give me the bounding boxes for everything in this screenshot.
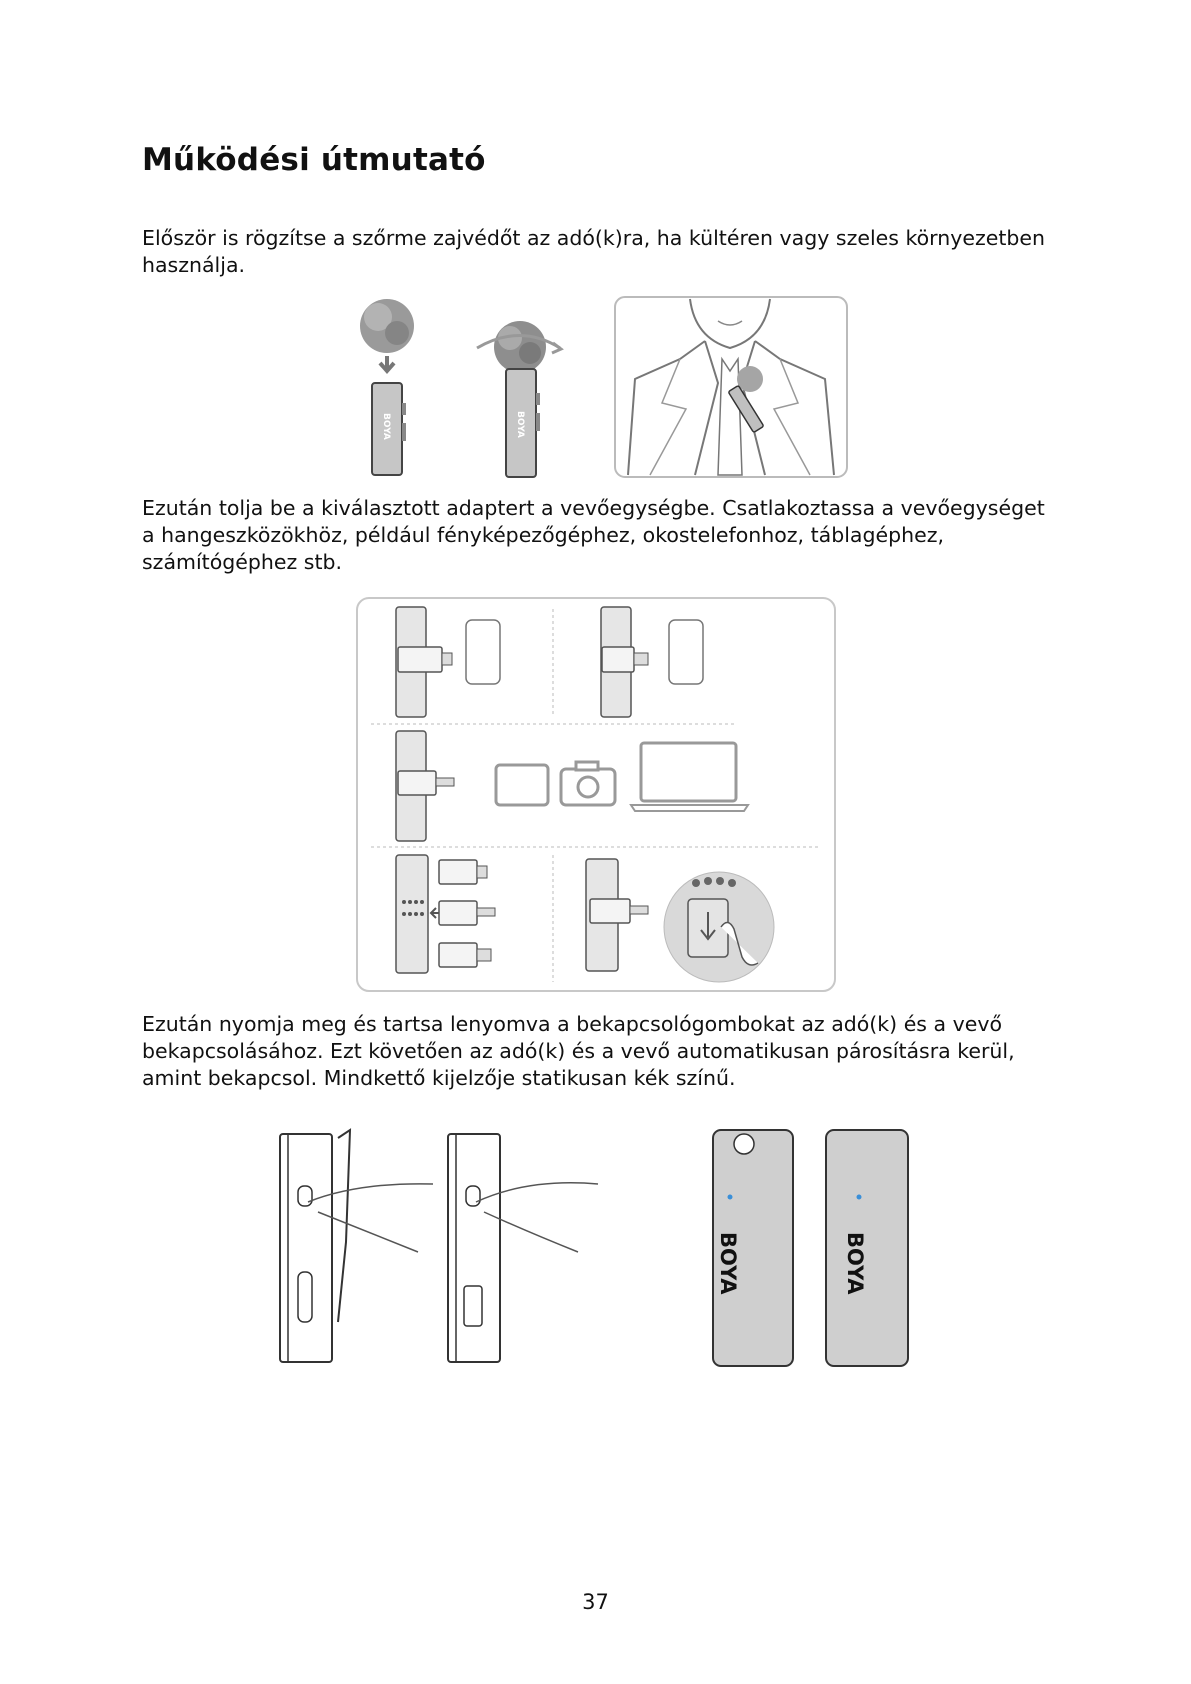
- tablet-icon: [496, 765, 548, 805]
- receiver-adapter-options: [396, 855, 495, 973]
- page-title: Működési útmutató: [142, 142, 486, 178]
- smartphone-icon: [669, 620, 703, 684]
- page-number: 37: [582, 1590, 609, 1614]
- adapter-connection-illustration: [356, 597, 836, 992]
- power-on-illustration: [278, 1122, 914, 1372]
- paragraph-adapter: Ezután tolja be a kiválasztott adaptert a vevőegységbe. Csatlakoztassa a vevőegységet a hangeszközökhöz, például fényképezőgéphez, okostelefonhoz, táblagéphez, számítógéphez stb.: [142, 496, 1045, 574]
- windscreen-illustration: [350, 293, 850, 483]
- status-led-icon: [857, 1195, 862, 1200]
- fur-windscreen-icon: [360, 299, 414, 353]
- transmitter-side-press: [280, 1130, 433, 1362]
- transmitter-brand-label-1: BOYA: [381, 413, 391, 440]
- fur-windscreen-icon: [494, 321, 546, 373]
- receiver-front-brand: BOYA: [843, 1232, 867, 1295]
- transmitter-device-1: [372, 383, 406, 475]
- arrow-down-icon: [380, 356, 394, 371]
- laptop-icon: [631, 743, 748, 811]
- mode-switch-icon: [464, 1286, 482, 1326]
- status-led-icon: [728, 1195, 733, 1200]
- transmitter-front-brand: BOYA: [716, 1232, 740, 1295]
- transmitter-front: [713, 1130, 793, 1366]
- receiver-side-press: [448, 1134, 598, 1362]
- volume-buttons-icon: [298, 1272, 312, 1322]
- camera-icon: [561, 762, 615, 805]
- smartphone-icon: [466, 620, 500, 684]
- transmitter-brand-label-2: BOYA: [515, 411, 525, 438]
- wearing-illustration: [615, 297, 847, 477]
- paragraph-power-on: Ezután nyomja meg és tartsa lenyomva a bekapcsológombokat az adó(k) és a vevő bekapcsolásához. Ezt követően az adó(k) és a vevő automatikusan párosításra kerül, amint bekapcsol. Mindkettő kijelzője statikusan kék színű.: [142, 1012, 1015, 1090]
- transmitter-device-2: [506, 369, 540, 477]
- power-button-icon: [298, 1186, 312, 1206]
- paragraph-windscreen: Először is rögzítse a szőrme zajvédőt az adó(k)ra, ha kültéren vagy szeles környezetben használja.: [142, 226, 1045, 277]
- power-button-icon: [466, 1186, 480, 1206]
- receiver-front: [826, 1130, 908, 1366]
